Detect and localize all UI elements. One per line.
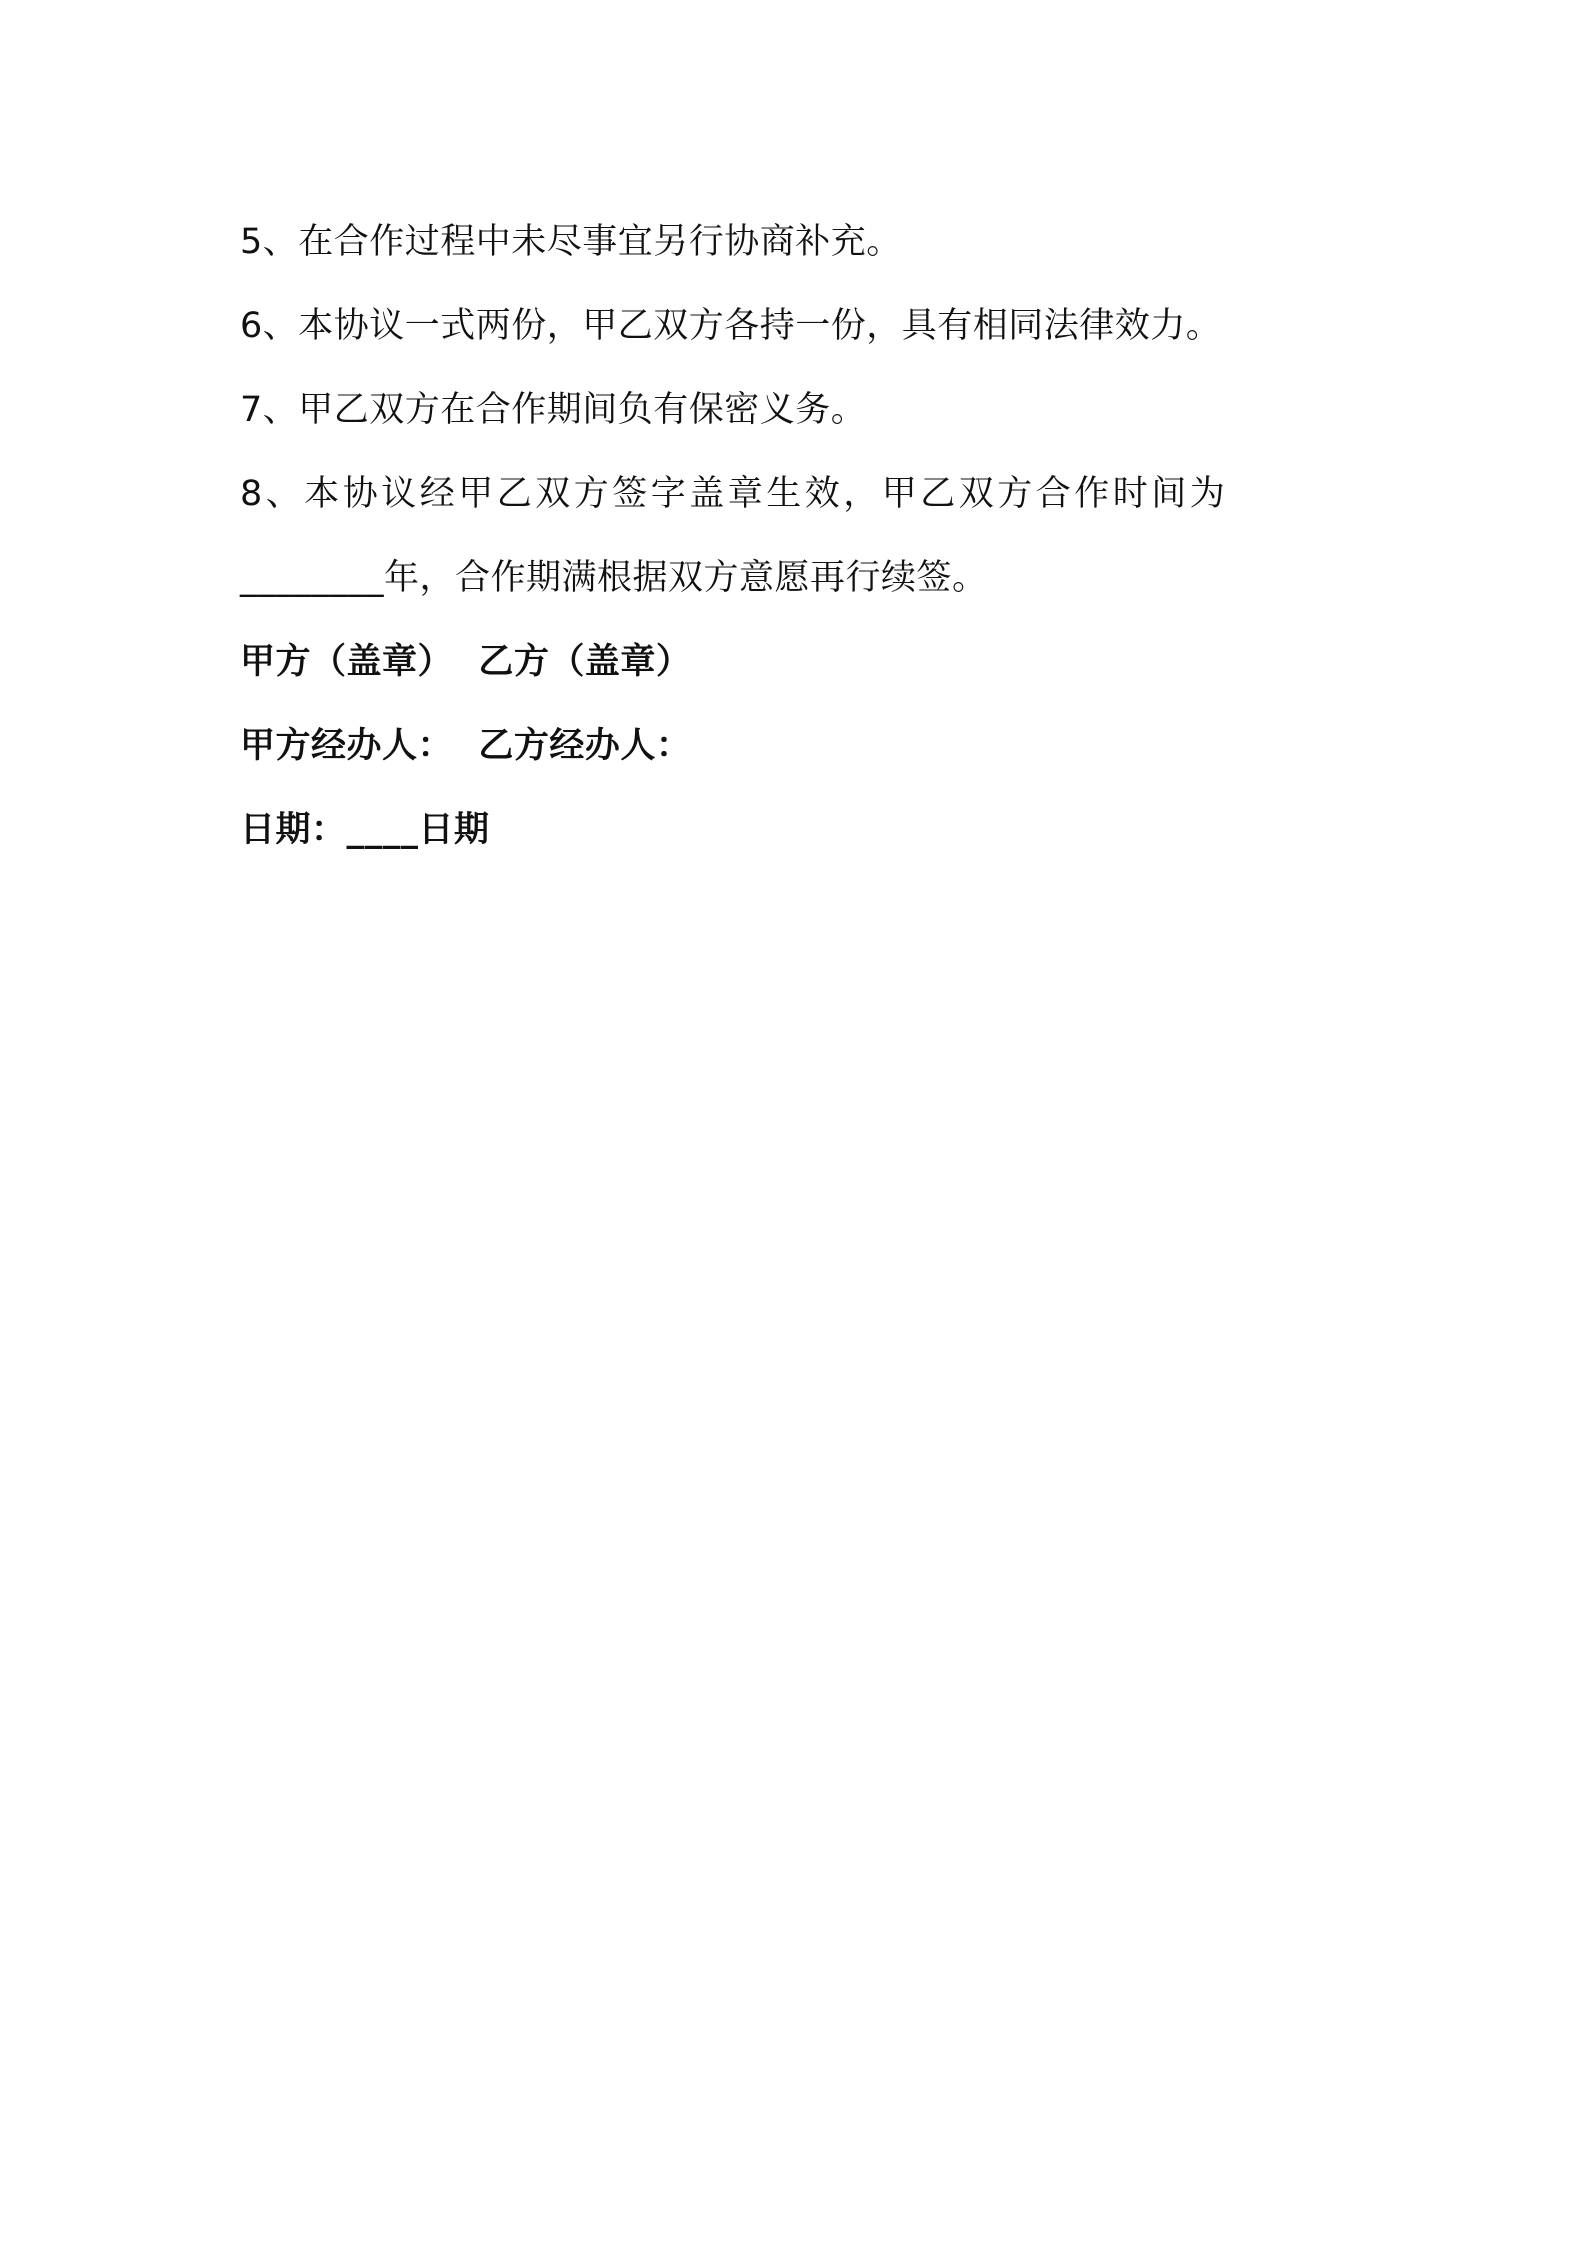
date-line: 日期：____日期 bbox=[240, 810, 490, 850]
party-agent-line: 甲方经办人： 乙方经办人： bbox=[240, 726, 692, 766]
document-body bbox=[240, 200, 1420, 872]
clause-6: 6、本协议一式两份，甲乙双方各持一份，具有相同法律效力。 bbox=[240, 306, 1222, 346]
clause-8: 8、本协议经甲乙双方签字盖章生效，甲乙双方合作时间为 bbox=[240, 474, 1229, 514]
clause-8-continuation: ________年，合作期满根据双方意愿再行续签。 bbox=[240, 558, 988, 598]
clause-5: 5、在合作过程中未尽事宜另行协商补充。 bbox=[240, 222, 902, 262]
party-seal-line: 甲方（盖章） 乙方（盖章） bbox=[240, 642, 692, 682]
clause-7: 7、甲乙双方在合作期间负有保密义务。 bbox=[240, 390, 867, 430]
